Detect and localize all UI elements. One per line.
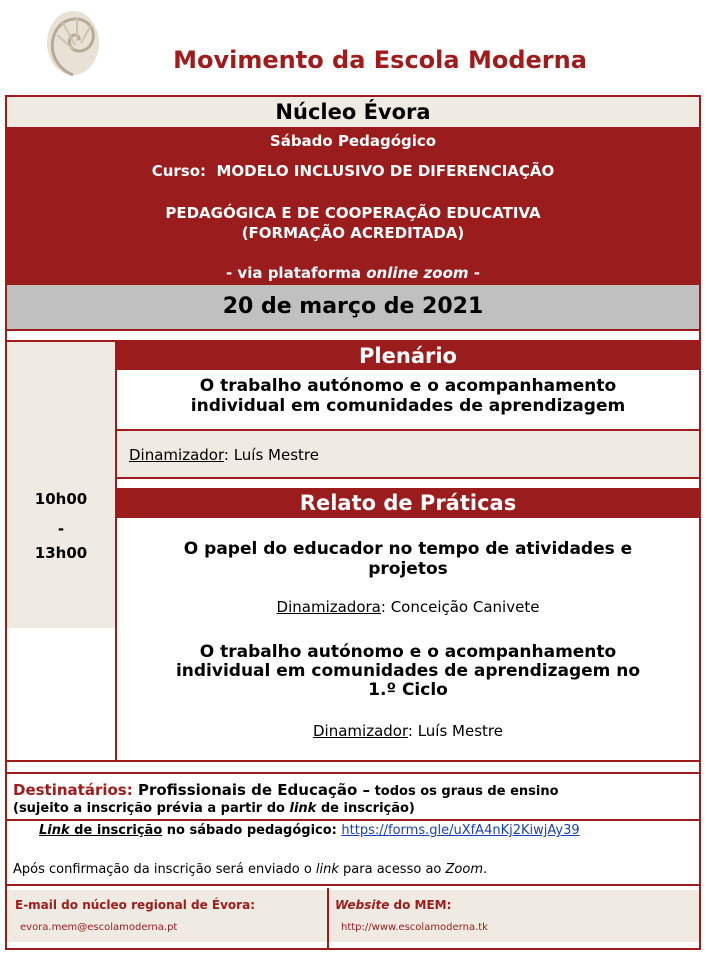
plenario-talk-line-2: individual em comunidades de aprendizagem bbox=[190, 396, 626, 416]
speaker-name: : Luís Mestre bbox=[407, 722, 503, 740]
nucleo-heading bbox=[7, 97, 699, 127]
note-prefix: (sujeito a inscrição prévia a partir do bbox=[13, 801, 290, 816]
nautilus-shell-icon bbox=[43, 5, 103, 79]
time-column bbox=[7, 340, 115, 628]
event-type: Sábado Pedagógico bbox=[269, 132, 437, 150]
plenario-title: Plenário bbox=[359, 344, 457, 368]
audience-value: Profissionais de Educação bbox=[137, 781, 358, 799]
website-label-rest: do MEM: bbox=[389, 898, 452, 912]
plenario-talk-line-1: O trabalho autónomo e o acompanhamento bbox=[199, 376, 617, 396]
website-label bbox=[335, 898, 451, 912]
website-url[interactable]: http://www.escolamoderna.tk bbox=[341, 922, 488, 933]
time-separator: - bbox=[57, 520, 65, 538]
divider bbox=[117, 477, 699, 479]
date-banner bbox=[7, 285, 699, 329]
website-label-word: Website bbox=[335, 898, 390, 912]
footer-email-cell bbox=[7, 890, 327, 942]
registration-line bbox=[39, 823, 699, 838]
email-address[interactable]: evora.mem@escolamoderna.pt bbox=[20, 922, 178, 933]
via-suffix: - bbox=[473, 264, 480, 282]
audience-note bbox=[13, 801, 693, 816]
platform-line bbox=[7, 264, 699, 282]
registration-url-link[interactable]: https://forms.gle/uXfA4nKj2KiwjAy39 bbox=[341, 823, 580, 838]
time-end: 13h00 bbox=[34, 544, 88, 562]
speaker-role: Dinamizador bbox=[313, 722, 408, 740]
registration-suffix: no sábado pedagógico: bbox=[162, 823, 342, 838]
confirmation-middle: para acesso ao bbox=[338, 862, 446, 877]
audience-dash: – bbox=[357, 781, 371, 799]
confirmation-zoom-word: Zoom bbox=[445, 862, 483, 877]
audience-grades: todos os graus de ensino bbox=[370, 784, 559, 799]
note-suffix: de inscrição) bbox=[316, 801, 415, 816]
plenario-talk-title bbox=[117, 376, 699, 416]
event-date: 20 de março de 2021 bbox=[222, 294, 484, 319]
speaker-name: : Conceição Canivete bbox=[380, 598, 540, 616]
divider bbox=[7, 760, 699, 762]
plenario-speaker bbox=[129, 446, 319, 464]
via-prefix: - via plataforma bbox=[225, 264, 361, 282]
audience-label: Destinatários: bbox=[13, 781, 133, 799]
relato-talk-2-title bbox=[117, 643, 699, 700]
via-platform: online zoom bbox=[366, 264, 469, 282]
org-title: Movimento da Escola Moderna bbox=[173, 46, 587, 74]
relato-talk-2-line-3: 1.º Ciclo bbox=[368, 680, 448, 700]
nucleo-text: Núcleo Évora bbox=[275, 100, 431, 124]
confirmation-suffix: . bbox=[482, 862, 488, 877]
relato-title: Relato de Práticas bbox=[299, 491, 517, 515]
registration-label: de inscrição bbox=[69, 823, 163, 838]
confirmation-prefix: Após confirmação da inscrição será enviado o bbox=[13, 862, 316, 877]
course-line-2: PEDAGÓGICA E DE COOPERAÇÃO EDUCATIVA bbox=[165, 204, 541, 222]
registration-link-word: Link bbox=[39, 823, 70, 838]
divider bbox=[7, 329, 699, 331]
speaker-role: Dinamizadora bbox=[276, 598, 381, 616]
course-name-1: MODELO INCLUSIVO DE DIFERENCIAÇÃO bbox=[216, 162, 555, 180]
speaker-name: : Luís Mestre bbox=[223, 446, 319, 464]
course-line-3: (FORMAÇÃO ACREDITADA) bbox=[241, 224, 465, 242]
email-label: E-mail do núcleo regional de Évora: bbox=[15, 898, 255, 912]
course-banner bbox=[7, 127, 699, 285]
relato-talk-1-title bbox=[117, 539, 699, 579]
course-line-1 bbox=[7, 162, 699, 180]
speaker-role: Dinamizador bbox=[129, 446, 224, 464]
divider bbox=[7, 884, 699, 886]
footer-website-cell bbox=[329, 890, 699, 942]
relato-talk-1-line-1: O papel do educador no tempo de atividades e bbox=[183, 539, 633, 559]
plenario-heading bbox=[117, 342, 699, 370]
divider bbox=[7, 772, 699, 774]
note-link-word: link bbox=[289, 801, 317, 816]
time-start: 10h00 bbox=[34, 490, 88, 508]
confirmation-note bbox=[13, 862, 693, 877]
relato-talk-1-speaker bbox=[117, 598, 699, 616]
relato-talk-2-line-2: individual em comunidades de aprendizagem no bbox=[175, 661, 641, 681]
divider bbox=[7, 819, 699, 821]
relato-talk-2-line-1: O trabalho autónomo e o acompanhamento bbox=[199, 642, 617, 662]
relato-talk-1-line-2: projetos bbox=[368, 559, 448, 579]
relato-heading bbox=[117, 488, 699, 518]
relato-talk-2-speaker bbox=[117, 722, 699, 740]
course-prefix: Curso: bbox=[151, 162, 207, 180]
confirmation-link-word: link bbox=[315, 862, 339, 877]
audience-line bbox=[13, 781, 693, 799]
